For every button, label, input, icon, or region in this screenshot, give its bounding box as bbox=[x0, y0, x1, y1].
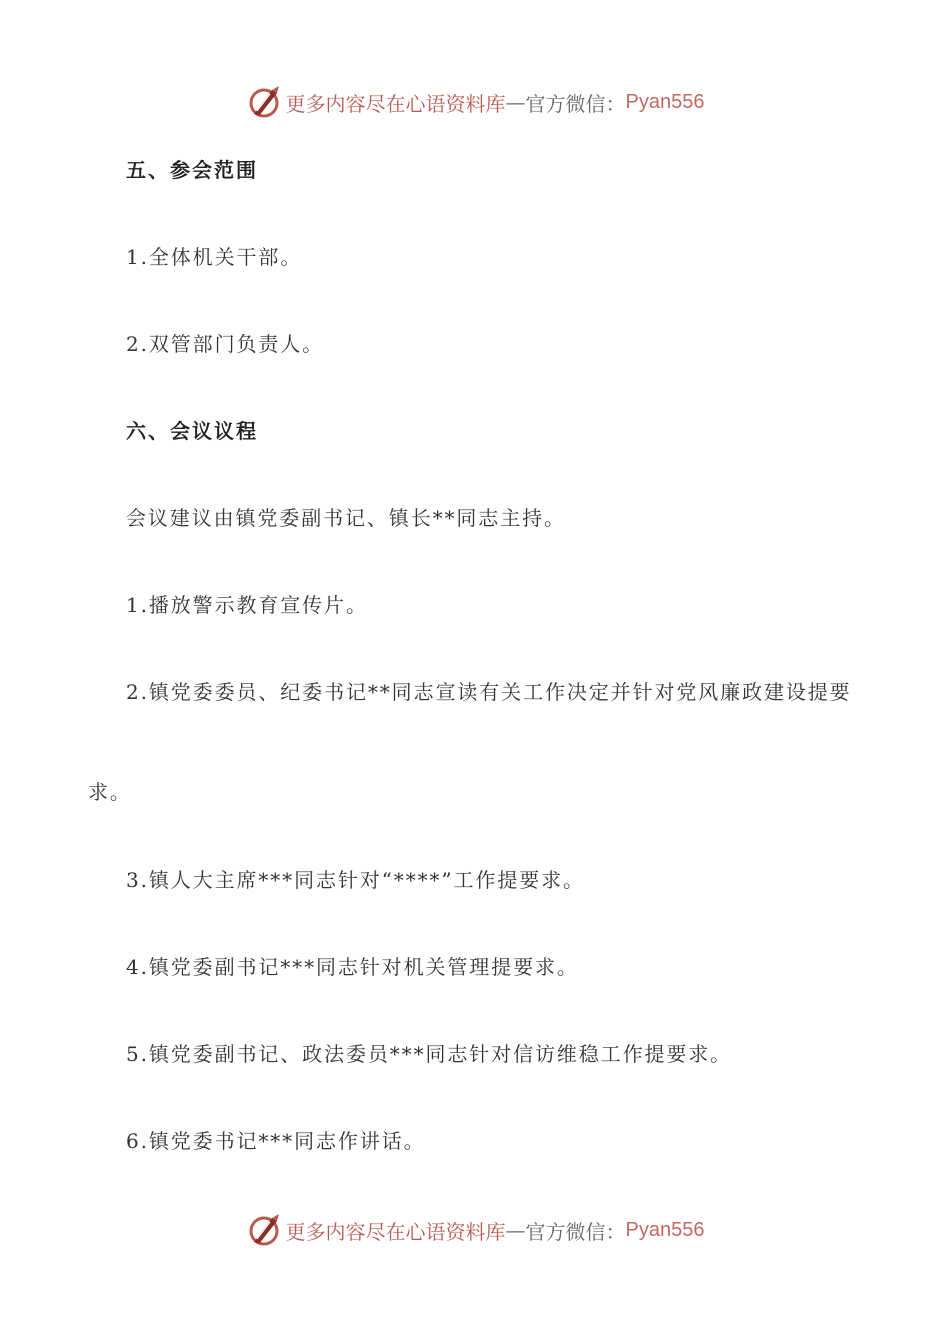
banner-separator: — bbox=[505, 1218, 526, 1242]
banner-wechat-id: Pyan556 bbox=[625, 90, 705, 113]
banner-separator: — bbox=[505, 90, 526, 114]
section-6-item-2-line-2: 求。 bbox=[88, 780, 132, 804]
section-6-item-4: 4.镇党委副书记***同志针对机关管理提要求。 bbox=[126, 955, 579, 979]
section-6-item-5: 5.镇党委副书记、政法委员***同志针对信访维稳工作提要求。 bbox=[126, 1042, 733, 1066]
section-6-item-2-line-1: 2.镇党委委员、纪委书记**同志宣读有关工作决定并针对党风廉政建设提要 bbox=[126, 680, 852, 704]
quill-pen-logo-icon bbox=[246, 1212, 282, 1248]
section-5-item-1: 1.全体机关干部。 bbox=[126, 245, 303, 269]
header-watermark-banner bbox=[0, 80, 950, 124]
banner-site-name: 更多内容尽在心语资料库 bbox=[285, 91, 506, 116]
section-6-item-3: 3.镇人大主席***同志针对“****”工作提要求。 bbox=[126, 868, 585, 892]
quill-pen-logo-icon bbox=[246, 84, 282, 120]
banner-site-name: 更多内容尽在心语资料库 bbox=[285, 1219, 506, 1244]
banner-wechat-label: 官方微信： bbox=[525, 91, 626, 116]
section-6-item-6: 6.镇党委书记***同志作讲话。 bbox=[126, 1129, 426, 1153]
section-6-intro: 会议建议由镇党委副书记、镇长**同志主持。 bbox=[126, 506, 566, 530]
banner-wechat-label: 官方微信： bbox=[525, 1219, 626, 1244]
section-5-heading: 五、参会范围 bbox=[126, 158, 258, 182]
section-5-item-2: 2.双管部门负责人。 bbox=[126, 332, 325, 356]
section-6-item-1: 1.播放警示教育宣传片。 bbox=[126, 593, 368, 617]
footer-watermark-banner bbox=[0, 1208, 950, 1252]
banner-wechat-id: Pyan556 bbox=[625, 1218, 705, 1241]
section-6-heading: 六、会议议程 bbox=[126, 419, 258, 443]
